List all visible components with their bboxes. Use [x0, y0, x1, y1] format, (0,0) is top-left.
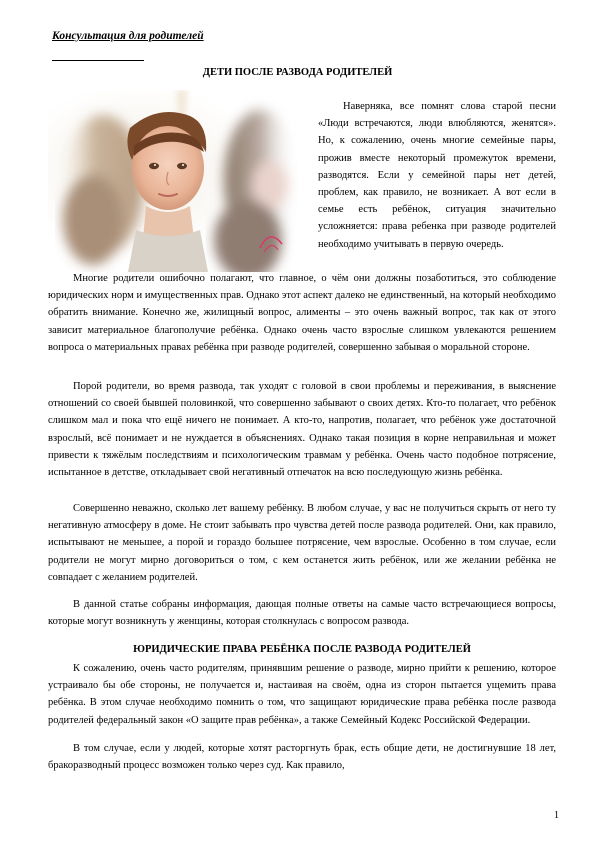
section-title: ЮРИДИЧЕСКИЕ ПРАВА РЕБЁНКА ПОСЛЕ РАЗВОДА РОДИТЕЛЕЙ [133, 644, 471, 655]
section-paragraph-1: К сожалению, очень часто родителям, принявшим решение о разводе, мирно прийти к решению, которое устраивало бы обе стороны, не получается и, настаивая на своём, одна из сторон пытается ущемить права ребёнка. В этом случае необходимо помнить о том, что защищают юридические права ребёнка после развода родителей федеральный закон «О защите прав ребёнка», а также Семейный Кодекс Российской Федерации. [48, 663, 556, 726]
paragraph-4: В данной статье собраны информация, дающая полные ответы на самые часто встречающиеся вопросы, которые могут возникнуть у женщины, которая столкнулась с вопросом развода. [48, 599, 556, 628]
paragraph-2: Порой родители, во время развода, так уходят с головой в свои проблемы и переживания, в выяснение отношений со своей бывшей половинкой, что совершенно забывают о своих детях. Кто-то полагает, что ребёнок слишком мал и пока что ещё ничего не понимает. А кто-то, напротив, полагает, что ребёнок уже достаточной взрослый, всё понимает и не нуждается в объяснениях. Однако такая позиция в корне неправильная и может привести к тяжёлым последствиям и психологическим травмам у ребёнка. Очень часто подобное потрясение, испытанное в детстве, откладывает свой негативный отпечаток на всю последующую жизнь ребёнка. [48, 381, 556, 479]
header-label: Консультация для родителей [52, 30, 204, 42]
document-title: ДЕТИ ПОСЛЕ РАЗВОДА РОДИТЕЛЕЙ [202, 67, 393, 78]
page-number: 1 [554, 810, 559, 821]
paragraph-3: Совершенно неважно, сколько лет вашему ребёнку. В любом случае, у вас не получиться скрыть от него ту негативную атмосферу в доме. Не стоит забывать про чувства детей после развода родителей. Они, как правило, испытывают не меньшее, а порой и гораздо большее потрясение, чем взрослые. Особенно в том случае, если родители не могут мирно договориться о том, с кем останется жить ребёнок, или же желании ребёнка не совпадает с желанием родителей. [48, 503, 556, 583]
paragraph-1: Многие родители ошибочно полагают, что главное, о чём они должны позаботиться, это соблюдение юридических норм и имущественных прав. Однако этот аспект далеко не единственный, на который необходимо обратить внимание. Конечно же, жилищный вопрос, алименты – это очень важный вопрос, так как от этого зависит материальное благополучие ребёнка. Однако очень часто взрослые слишком увлекаются решением вопроса о материальных правах ребёнка при разводе родителей, совершенно забывая о моральной стороне. [48, 273, 556, 353]
article-photo [48, 90, 306, 272]
section-paragraph-2: В том случае, если у людей, которые хотят расторгнуть брак, есть общие дети, не достигнувшие 18 лет, бракоразводный процесс возможен только через суд. Как правило, [48, 743, 556, 772]
intro-paragraph: Наверняка, все помнят слова старой песни «Люди встречаются, люди влюбляются, женятся». Но, к сожалению, очень многие семейные пары, прожив вместе некоторый промежуток времени, разводятся. Если у семейной пары нет детей, проблем, как правило, не возникает. А вот если в семье есть ребёнок, ситуация значительно усложняется: права ребенка при разводе родителей необходимо учитывать в первую очередь. [318, 101, 556, 250]
header-rule [52, 60, 144, 61]
